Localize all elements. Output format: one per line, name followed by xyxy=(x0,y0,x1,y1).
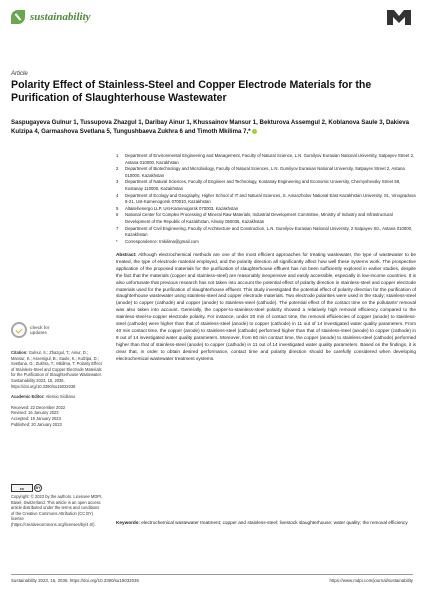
journal-logo xyxy=(11,10,91,24)
publisher-logo xyxy=(386,9,412,26)
correspondence: * Correspondence: tmkilima@gmail.com xyxy=(116,238,199,244)
footer-journal-link[interactable]: https://www.mdpi.com/journal/sustainability xyxy=(329,578,413,583)
keywords-text: electrochemical wastewater treatment; copper and stainless-steel; livestock slaughterhouse; water quality; the removal efficiency xyxy=(141,520,408,525)
affiliations xyxy=(116,153,416,245)
footer-divider xyxy=(11,574,413,575)
accepted-date: Accepted: 19 January 2023 xyxy=(11,415,61,421)
footer-citation[interactable]: Sustainability 2023, 15, 2036. https://doi.org/10.3390/su15032036 xyxy=(11,578,139,583)
copyright-notice: Copyright: © 2023 by the authors. Licensee MDPI, Basel, Switzerland. This article is an open access article distributed under the terms and conditions of the Creative Commons Attribution (CC BY) license (https://creativecommons.org/licenses/by/4.0/). xyxy=(11,494,103,527)
check-updates-label: check for updates xyxy=(30,325,50,335)
affiliation: 6 National Center for Complex Processing of Mineral Raw Materials, Industrial Development Committee, Ministry of Industry and Infrastructural Development of the Republic of Kazakhstan, Almaty 050036, Kazakhstan xyxy=(116,212,393,224)
leaf-icon xyxy=(11,10,25,24)
paper-title: Polarity Effect of Stainless-Steel and Copper Electrode Materials for the Purification of Slaughterhouse Wastewater xyxy=(11,79,372,104)
mdpi-logo-icon xyxy=(386,9,412,26)
by-icon: BY xyxy=(35,486,41,490)
dates xyxy=(11,405,103,427)
affiliation: 2 Department of Biotechnology and Microbiology, Faculty of Natural Sciences, L.N. Gumilyov Eurasian National University, Satpayev Street 2, Astana 010000, Kazakhstan xyxy=(116,166,405,178)
authors-text: Saspugayeva Gulnur 1, Tussupova Zhazgul 1, Daribay Ainur 1, Khussainov Mansur 1, Bekturova Assemgul 2, Koblanova Saule 3, Dakieva Kulzipa 4, Garmashova Svetlana 5, Tungushbaeva Zukhra 6 and Timoth Mkilima 7,* xyxy=(11,119,410,136)
published-date: Published: 20 January 2023 xyxy=(11,421,62,427)
academic-editor: Academic Editor: Alessio Siciliano xyxy=(11,394,76,400)
revised-date: Revised: 16 January 2023 xyxy=(11,410,59,416)
cc-icon: cc xyxy=(11,484,33,492)
article-sidebar xyxy=(11,350,103,432)
keywords xyxy=(116,520,416,527)
orcid-icon[interactable] xyxy=(252,129,257,134)
affiliation: 5 Altaitehenergo LLP, Ust-Kamenogorsk 070003, Kazakhstan xyxy=(116,205,239,211)
check-updates-icon xyxy=(11,322,27,338)
abstract xyxy=(116,252,416,363)
received-date: Received: 22 December 2022 xyxy=(11,404,66,410)
abstract-label: Abstract: xyxy=(116,252,137,257)
cc-license-badge[interactable] xyxy=(11,484,42,492)
affiliation: 4 Department of Ecology and Geography, Higher School of IT and Natural Sciences, S. Amanzholov National East Kazakhstan University, St., Vinogradova 8-21, Ust-Kamenogorsk 070010, Kazakhstan xyxy=(116,192,416,205)
author-list xyxy=(11,118,416,136)
abstract-text: Although electrochemical methods are one of the most efficient approaches for treating wastewater, the type of wastewater to be treated, the type of electrode material employed, and the polarity direction all significantly affect how well these systems work. The prospective application of the proposed materials for the purification of slaughterhouse effluent has not been sufficiently explored in earlier studies, despite the fact that the materials (copper and stainless-steel) are reasonably inexpensive and easily accessible, especially in low-income countries. It is also unfortunate that previous research has not taken into account the potential effect of polarity direction in stainless-steel and copper electrode materials used for the purification of slaughterhouse effluent. This study investigated the potential effect of polarity direction for the purification of slaughterhouse wastewater using stainless-steel and copper electrode materials. Two electrode polarities were used in the study; stainless-steel (anode) to copper (cathode) and copper (anode) to stainless-steel (cathode). The potential effect of the contact time on the pollutants' removal was also taken into account. Generally, the copper-to-stainless-steel polarity showed a relatively high removal efficiency compared to the stainless-steel-to-copper electrode polarity. For instance, under 20 min of contact time, the removal efficiencies of copper (anode) to stainless-steel (cathode) were higher than that of stainless-steel (anode) to copper (cathode) in 11 out of 14 investigated water quality parameters. From 40 min contact time, the copper (anode) to stainless-steel (cathode) performed higher than that of stainless-steel (anode) to copper (cathode) in 8 out of 14 investigated water quality parameters. Moreover, from 60 min contact time, the copper (anode) to stainless-steel (cathode) performed higher than that of stainless-steel (anode) to copper (cathode) in 11 out of 14 investigated water quality parameters. Based on the findings, it is clear that, in order to obtain desired performance, contact time and polarity direction should be carefully considered when developing electrochemical wastewater treatment systems. xyxy=(116,252,416,361)
article-type: Article xyxy=(11,71,28,77)
check-updates-badge[interactable] xyxy=(11,322,56,338)
journal-name: sustainability xyxy=(30,11,91,23)
citation: Citation: Gulnur, S.; Zhazgul, T.; Ainur, D.; Mansur, K.; Assemgul, B.; Saule, K.; Kulzipa, D.; Svetlana, G.; Zukhra, T.; Mkilima, T. Polarity Effect of Stainless-Steel and Copper Electrode Materials for the Purification of Slaughterhouse Wastewater. Sustainability 2023, 15, 2036. https://doi.org/10.3390/su15032036 xyxy=(11,350,102,389)
affiliation: 3 Department of Natural Sciences, Faculty of Engineer and Technology, Kostanay Engineering and Economic University, Chernyshevsky Street 59, Kostanay 110000, Kazakhstan xyxy=(116,179,401,191)
affiliation: 7 Department of Civil Engineering, Faculty of Architecture and Construction, L.N. Gumilyov Eurasian National University, 2 Satpayev Str., Astana 010000, Kazakhstan xyxy=(116,225,413,238)
keywords-label: Keywords: xyxy=(116,520,140,525)
affiliation: 1 Department of Environmental Engineering and Management, Faculty of Natural Science, L.N. Gumilyov Eurasian National University, Satpayev Street 2, Astana 010000, Kazakhstan xyxy=(116,153,415,165)
